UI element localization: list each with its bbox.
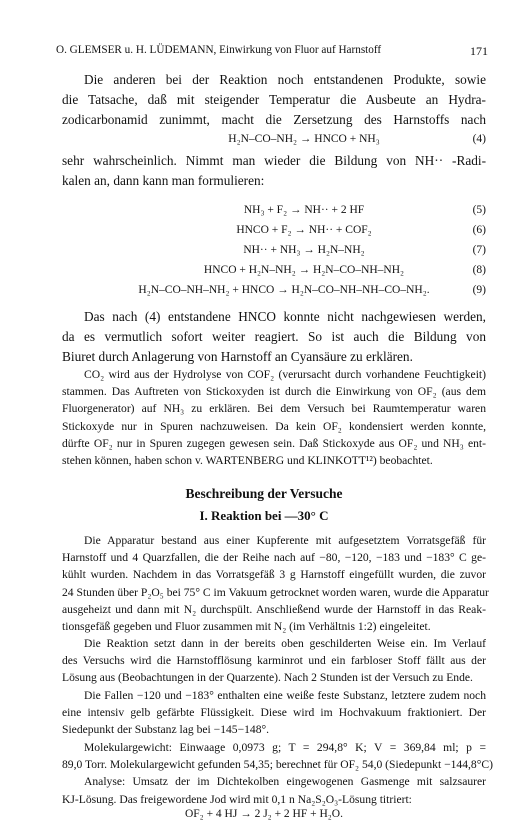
equation-7 <box>150 244 486 262</box>
text-line: zodicarbonamid zunimmt, macht die Zersetzung des Harnstoffs nach <box>62 111 486 127</box>
text-line: Das nach (4) entstandene HNCO konnte nicht nachgewiesen werden, <box>84 309 486 324</box>
text-line: dürfte OF₂ nur in Spuren zugegen gewesen sein. Daß Stickoxyde aus OF₂ und NH₃ ent- <box>62 436 486 450</box>
paragraph-7 <box>62 687 486 739</box>
running-head: O. GLEMSER u. H. LÜDEMANN, Einwirkung von Fluor auf Harnstoff <box>56 44 382 56</box>
text-line: Stickoxyde nur in Spuren nachzuweisen. Da kein OF₂ kondensiert werden konnte, <box>62 419 486 433</box>
equation-formula: OF₂ + 4 HJ → 2 J₂ + 2 HF + H₂O. <box>184 808 343 820</box>
equation-formula: H₂N–CO–NH₂ → HNCO + NH₃ <box>228 133 380 145</box>
text-line: Die anderen bei der Reaktion noch entstandenen Produkte, sowie <box>84 72 486 87</box>
equation-number: (9) <box>472 284 486 296</box>
equation-formula: NH·· + NH₃ → H₂N–NH₂ <box>243 244 365 256</box>
equation-formula: HNCO + F₂ → NH·· + COF₂ <box>236 224 372 236</box>
text-line: Analyse: Umsatz der im Dichtekolben eingewogenen Gasmenge mit salzsaurer <box>84 775 486 789</box>
equation-formula: H₂N–CO–NH–NH₂ + HNCO → H₂N–CO–NH–NH–CO–NH₂. <box>138 284 430 296</box>
text-line: Harnstoff und 4 Quarzfallen, die der Reihe nach auf −80, −120, −183 und −183° C ge- <box>62 551 486 565</box>
text-line: Biuret durch Anlagerung von Harnstoff an Cyansäure zu erklären. <box>62 348 413 364</box>
text-line: stehen können, haben schon v. WARTENBERG und KLINKOTT¹²) beobachtet. <box>62 454 433 468</box>
paragraph-4 <box>62 366 486 469</box>
equation-6 <box>150 224 486 242</box>
text-line: Fluorgenerator) auf NH₃ zu erklären. Bei dem Versuch bei Raumtemperatur waren <box>62 402 486 416</box>
paragraph-3 <box>62 307 486 366</box>
equation-5 <box>150 204 486 222</box>
running-header <box>40 44 488 60</box>
equation-number: (4) <box>472 133 486 145</box>
equation-number: (7) <box>472 244 486 256</box>
paragraph-8 <box>62 739 493 808</box>
paragraph-1 <box>62 70 486 129</box>
text-line: tionsgefäß gegeben und Fluor zusammen mit N₂ (im Verhältnis 1:2) eingeleitet. <box>62 620 431 634</box>
paragraph-6 <box>62 635 486 687</box>
text-line: CO₂ wird aus der Hydrolyse von COF₂ (verursacht durch vorhandene Feuchtigkeit) <box>84 368 486 381</box>
text-line: Siedepunkt der Substanz lag bei −145−148°. <box>62 723 270 737</box>
text-line: kalen an, dann kann man formulieren: <box>62 172 265 188</box>
equation-number: (8) <box>472 264 486 276</box>
equation-formula: NH₃ + F₂ → NH·· + 2 HF <box>243 204 365 216</box>
text-line: Die Apparatur bestand aus einer Kupferente mit aufgesetztem Vorratsgefäß für <box>84 534 486 547</box>
equation-titration <box>60 808 468 826</box>
text-line: kühlt wurden. Nachdem in das Vorratsgefäß 3 g Harnstoff eingefüllt wurden, die zuvor <box>62 568 486 582</box>
subsection-title: I. Reaktion bei —30° C <box>199 508 329 523</box>
text-line: 24 Stunden über P₂O₅ bei 75° C im Vakuum getrocknet worden waren, wurde die Apparatur <box>62 585 489 599</box>
equation-4 <box>150 133 486 151</box>
equation-number: (5) <box>472 204 486 216</box>
text-line: Die Reaktion setzt dann in der bereits oben geschilderten Weise ein. Im Verlauf <box>84 637 486 650</box>
text-line: Lösung aus (Beobachtungen in der Quarzente). Nach 2 Stunden ist der Versuch zu Ende. <box>62 671 473 685</box>
text-line: eine intensiv gelb gefärbte Flüssigkeit. Diese wird im Hochvakuum fraktioniert. Der <box>62 706 486 720</box>
text-line: Die Fallen −120 und −183° enthalten eine weiße feste Substanz, letztere zudem noch <box>84 689 486 702</box>
equation-8 <box>150 264 486 282</box>
text-line: die Tatsache, daß mit steigender Temperatur die Ausbeute an Hydra- <box>62 91 486 107</box>
text-line: 89,0 Torr. Molekulargewicht gefunden 54,35; berechnet für OF₂ 54,0 (Siedepunkt −144,8°C) <box>62 758 493 772</box>
text-line: sehr wahrscheinlich. Nimmt man wieder die Bildung von NH·· -Radi- <box>62 153 486 168</box>
section-title: Beschreibung der Versuche <box>185 486 343 501</box>
paragraph-2 <box>62 151 486 191</box>
text-line: des Versuchs wird die Harnstofflösung karminrot und ein farbloser Stoff fällt aus der <box>62 654 486 668</box>
equation-formula: HNCO + H₂N–NH₂ → H₂N–CO–NH–NH₂ <box>203 264 405 276</box>
text-line: stammen. Das Auftreten von Stickoxyden ist durch die Einwirkung von OF₂ (aus dem <box>62 385 486 399</box>
text-line: da es vermutlich sofort weiter reagiert. So ist auch die Bildung von <box>62 328 486 344</box>
paragraph-5 <box>62 532 489 635</box>
text-line: KJ-Lösung. Das freigewordene Jod wird mit 0,1 n Na₂S₂O₃-Lösung titriert: <box>62 792 412 806</box>
equation-9 <box>110 284 486 302</box>
page-number: 171 <box>470 44 488 58</box>
text-line: ausgeheizt und dann mit N₂ durchspült. Anschließend wurde der Harnstoff in das Reak- <box>62 602 486 616</box>
equation-number: (6) <box>472 224 486 236</box>
text-line: Molekulargewicht: Einwaage 0,0973 g; T = 294,8° K; V = 369,84 ml; p = <box>84 741 486 754</box>
